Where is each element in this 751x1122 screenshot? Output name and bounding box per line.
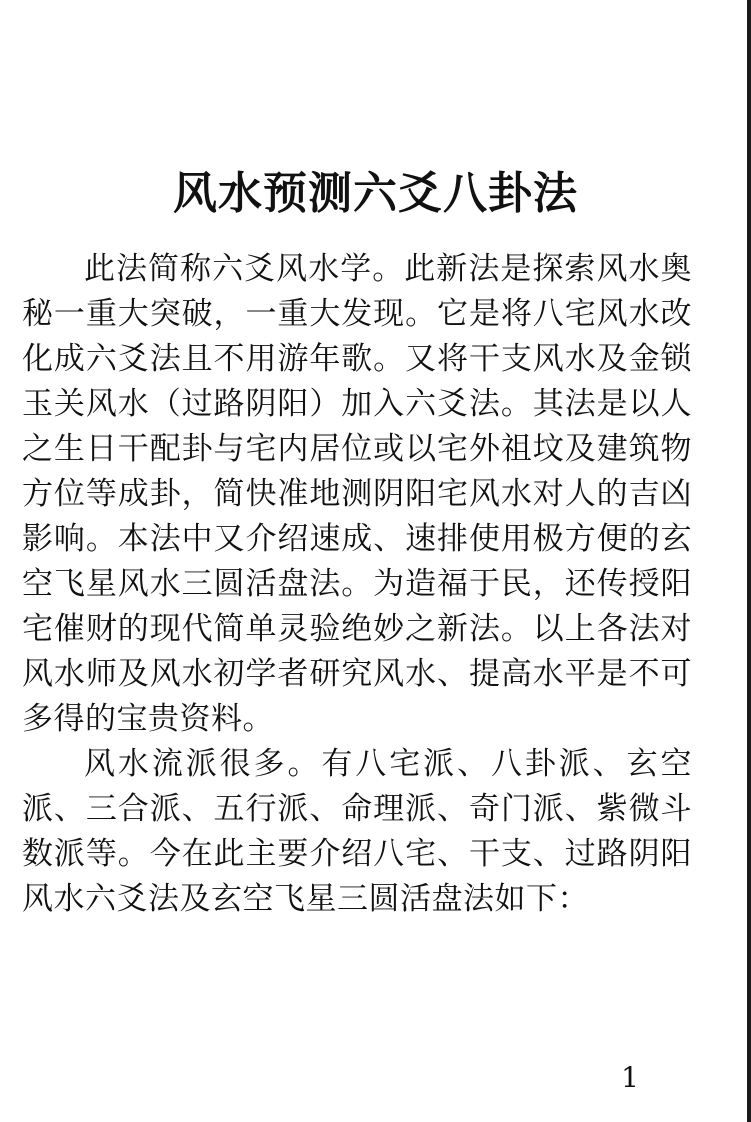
body-text bbox=[22, 247, 692, 922]
page-number: 1 bbox=[621, 1061, 639, 1094]
paragraph-schools: 风水流派很多。有八宅派、八卦派、玄空派、三合派、五行派、命理派、奇门派、紫微斗数派等。今在此主要介绍八宅、干支、过路阴阳风水六爻法及玄空飞星三圆活盘法如下： bbox=[22, 746, 692, 917]
chapter-title: 风水预测六爻八卦法 bbox=[173, 168, 578, 220]
paragraph-intro: 此法简称六爻风水学。此新法是探索风水奥秘一重大突破，一重大发现。它是将八宅风水改化成六爻法且不用游年歌。又将干支风水及金锁玉关风水（过路阴阳）加入六爻法。其法是以人之生日干配卦与宅内居位或以宅外祖坟及建筑物方位等成卦，简快准地测阴阳宅风水对人的吉凶影响。本法中又介绍速成、速排使用极方便的玄空飞星风水三圆活盘法。为造福于民，还传授阳宅催财的现代简单灵验绝妙之新法。以上各法对风水师及风水初学者研究风水、提高水平是不可多得的宝贵资料。 bbox=[22, 251, 692, 737]
